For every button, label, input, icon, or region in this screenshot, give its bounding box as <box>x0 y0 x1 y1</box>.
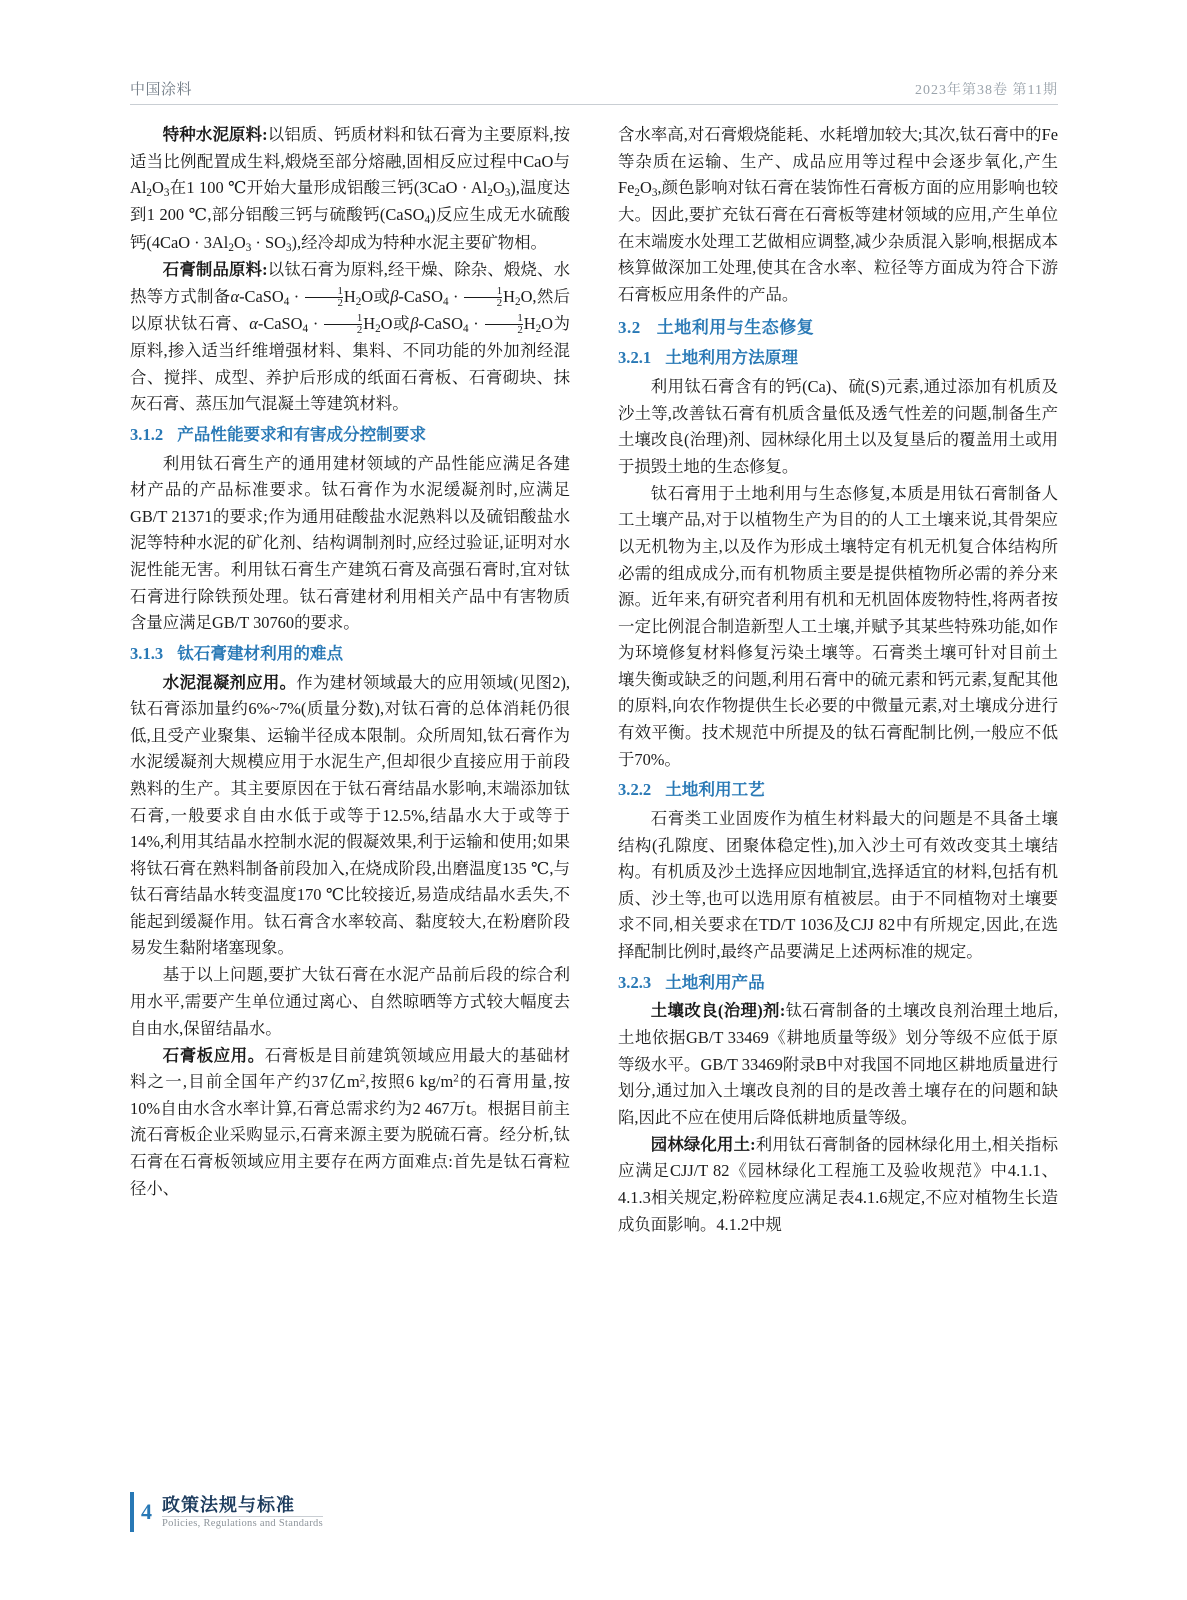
sub-5: 4 <box>424 214 431 227</box>
text-r1-a: 含水率高,对石膏煅烧能耗、水耗增加较大;其次,钛石膏中的Fe等杂质在运输、生产、成品应用等过程中会逐步氧化,产生Fe <box>618 125 1058 198</box>
term-gypsum-board: 石膏板应用。 <box>162 1045 265 1065</box>
term-landscaping-soil: 园林绿化用土: <box>650 1134 756 1154</box>
paragraph-soil-improver <box>618 998 1058 1131</box>
heading-number-3-2-1: 3.2.1 <box>618 348 652 368</box>
header-divider <box>130 104 1058 105</box>
term-gypsum-raw: 石膏制品原料: <box>162 260 268 280</box>
alpha-symbol: α <box>230 286 240 306</box>
text-r5: 钛石膏制备的土壤改良剂治理土地后,土地依据GB/T 33469《耕地质量等级》划分等级不应低于原等级水平。GB/T 33469附录B中对我国不同地区耕地质量进行划分,通过加入土壤改良剂的目的是改善土壤存在的问题和缺陷,因此不应在使用后降低耕地质量等级。 <box>618 1001 1058 1127</box>
heading-title-3-1-3: 钛石膏建材利用的难点 <box>177 643 344 663</box>
footer-section-en: Policies, Regulations and Standards <box>162 1518 323 1530</box>
journal-name: 中国涂料 <box>130 82 193 98</box>
fraction-half-1: $\frac{1}{2}$ <box>305 286 343 310</box>
heading-number-3-2-2: 3.2.2 <box>618 780 652 800</box>
issue-info: 2023年第38卷 第11期 <box>915 83 1058 98</box>
sub-2: 3 <box>163 187 170 200</box>
sub-caso4-2: 4 <box>443 295 449 308</box>
text-p1-part3: 在1 100 ℃开始大量形成铝酸三钙(3CaO · Al <box>169 178 488 198</box>
fraction-half-2: $\frac{1}{2}$ <box>464 286 502 310</box>
text-p2-d: H <box>503 286 516 306</box>
sup-m2-1: 2 <box>359 1072 366 1085</box>
heading-number-3-1-3: 3.1.3 <box>130 643 164 663</box>
sub-3: 2 <box>487 187 493 200</box>
paragraph-artificial-soil: 钛石膏用于土地利用与生态修复,本质是用钛石膏制备人工土壤产品,对于以植物生产为目的的人工土壤来说,其骨架应以无机物为主,以及作为形成土壤特定有机无机复合体结构所必需的组成成分,而有机物质主要是提供植物所必需的养分来源。近年来,有研究者利用有机和无机固体废物特性,将两者按一定比例混合制造新型人工土壤,并赋予其某些特殊功能,如作为环境修复材料修复污染土壤等。石膏类土壤可针对目前土壤失衡或缺乏的问题,利用石膏中的硫元素和钙元素,复配其他的原料,向农作物提供生长必要的中微量元素,对土壤成分进行有效平衡。技术规范中所提及的钛石膏配制比例,一般应不低于70%。 <box>618 483 1058 769</box>
sub-fe2o3-2: 3 <box>651 187 658 200</box>
alpha-symbol-2: α <box>249 313 258 333</box>
heading-3-1-2 <box>130 422 570 449</box>
paragraph-gypsum-products: 石膏制品原料:以钛石膏为原料,经干燥、除杂、煅烧、水热等方式制备α-CaSO$_4$ · $\frac{1}{2}$ $H_2O$或β-CaSO$_4$ · $\frac{1}{2}$ $H_2O$,然后以原状钛石膏、α-CaSO$_4$ · $\frac{1}{2}$ $H_2O$或β-CaSO$_4$ · $\frac{1}{2}$ $H_2O$为原料,掺入适当纤维增强材料、集料、不同功能的外加剂经混合、搅拌、成型、养护后形成的纸面石膏板、石膏砌块、抹灰石膏、蒸压加气混凝土等建筑材料。 <box>130 260 571 414</box>
text-p2-a: 以钛石膏为原料,经干燥、除杂、煅烧、水热等方式制备 <box>130 260 570 306</box>
text-p4: 作为建材领域最大的应用领域(见图2),钛石膏添加量约6%~7%(质量分数),对钛石膏的总体消耗仍很低,且受产业聚集、运输半径成本限制。众所周知,钛石膏作为水泥缓凝剂大规模应用于水泥生产,但却很少直接应用于前段熟料的生产。其主要原因在于钛石膏结晶水影响,末端添加钛石膏,一般要求自由水低于或等于12.5%,结晶水大于或等于14%,利用其结晶水控制水泥的假凝效果,利于运输和使用;如果将钛石膏在熟料制备前段加入,在烧成阶段,出磨温度135 ℃,与钛石膏结晶水转变温度170 ℃比较接近,易造成结晶水丢失,不能起到缓凝作用。钛石膏含水率较高、黏度较大,在粉磨阶段易发生黏附堵塞现象。 <box>130 672 571 958</box>
left-column <box>130 122 570 1203</box>
text-p1-part8: · SO <box>251 232 286 252</box>
paragraph-special-cement <box>130 122 570 257</box>
text-r6: 利用钛石膏制备的园林绿化用土,相关指标应满足CJJ/T 82《园林绿化工程施工及验收规范》中4.1.1、4.1.3相关规定,粉碎粒度应满足表4.1.6规定,不应对植物生长造成负面影响。4.1.2中规 <box>618 1134 1058 1234</box>
page-footer <box>130 1492 390 1532</box>
page-number: 4 <box>141 1499 152 1524</box>
heading-number-3-2: 3.2 <box>618 317 641 337</box>
text-p1-part4: O <box>492 178 505 198</box>
sub-7: 3 <box>245 241 252 254</box>
sub-fe2o3-1: 2 <box>634 187 640 200</box>
fraction-half-3: $\frac{1}{2}$ <box>324 313 362 337</box>
paragraph-land-use-process: 石膏类工业固废作为植生材料最大的问题是不具备土壤结构(孔隙度、团聚体稳定性),加入沙土可有效改变其土壤结构。有机质及沙土选择应因地制宜,选择适宜的材料,包括有机质、沙土等,也可以选用原有植被层。由于不同植物对土壤要求不同,相关要求在TD/T 1036及CJJ 82中有所规定,因此,在选择配制比例时,最终产品要满足上述两标准的规定。 <box>618 809 1058 961</box>
heading-3-1-3 <box>130 641 570 668</box>
text-p2-e: O,然后以原状钛石膏、 <box>130 286 571 333</box>
sub-1: 2 <box>146 187 152 200</box>
text-p6-b: ,按照6 kg/m <box>365 1072 454 1092</box>
heading-3-2-2 <box>618 777 1058 804</box>
text-p2-c: O或 <box>361 286 391 306</box>
paragraph-continuation <box>618 122 1058 309</box>
sup-m2-2: 2 <box>453 1072 459 1085</box>
paragraph-landscaping-soil <box>618 1132 1058 1238</box>
text-p6-c: 的石膏用量,按10%自由水含水率计算,石膏总需求约为2 467万t。根据目前主流石膏板企业采购显示,石膏来源主要为脱硫石膏。经分析,钛石膏在石膏板领域应用主要存在两方面难点:首先是钛石膏粒径小、 <box>130 1072 570 1198</box>
paragraph-cement-retarder <box>130 670 570 962</box>
sub-caso4-1: 4 <box>283 295 290 308</box>
beta-symbol-2: β <box>410 313 419 333</box>
heading-title-3-2-3: 土地利用产品 <box>665 972 765 992</box>
text-r1-end: ,颜色影响对钛石膏在装饰性石膏板方面的应用影响也较大。因此,要扩充钛石膏在石膏板等建材领域的应用,产生单位在末端废水处理工艺做相应调整,减少杂质混入影响,根据成本核算做深加工处理,使其在含水率、粒径等方面成为符合下游石膏板应用条件的产品。 <box>618 178 1058 305</box>
term-soil-improver: 土壤改良(治理)剂: <box>650 1001 786 1021</box>
text-p6-a: 石膏板是目前建筑领域应用最大的基础材料之一,目前全国年产约37亿m <box>130 1045 571 1092</box>
paragraph-gypsum-board <box>130 1043 570 1202</box>
paragraph-summary-problems: 基于以上问题,要扩大钛石膏在水泥产品前后段的综合利用水平,需要产生单位通过离心、自然晾晒等方式较大幅度去自由水,保留结晶水。 <box>130 965 570 1038</box>
paragraph-land-use-principle: 利用钛石膏含有的钙(Ca)、硫(S)元素,通过添加有机质及沙土等,改善钛石膏有机质含量低及透气性差的问题,制备生产土壤改良(治理)剂、园林绿化用土以及复垦后的覆盖用土或用于损毁土地的生态修复。 <box>618 377 1058 476</box>
text-p2-f: H <box>523 313 536 333</box>
term-cement-retarder: 水泥混凝剂应用。 <box>162 672 297 692</box>
heading-title-3-2-2: 土地利用工艺 <box>665 780 765 800</box>
heading-3-2-1 <box>618 345 1058 372</box>
text-r1-mid: O <box>639 178 652 198</box>
sub-caso4-4: 4 <box>462 323 469 336</box>
heading-title-3-2-1: 土地利用方法原理 <box>665 348 798 368</box>
text-p1-part6: )反应生成无水硫酸钙(4CaO · 3Al <box>130 205 570 252</box>
heading-number-3-1-2: 3.1.2 <box>130 424 164 444</box>
text-p2-g: O为原料,掺入适当纤维增强材料、集料、不同功能的外加剂经混合、搅拌、成型、养护后形成的纸面石膏板、石膏砌块、抹灰石膏、蒸压加气混凝土等建筑材料。 <box>130 313 571 414</box>
heading-number-3-2-3: 3.2.3 <box>618 972 652 992</box>
text-p1-part2: O <box>151 178 164 198</box>
sub-h2o-1: 2 <box>355 295 362 308</box>
right-column <box>618 122 1058 1239</box>
text-p1-part9: ),经冷却成为特种水泥主要矿物相。 <box>291 232 547 252</box>
sub-h2o-3: 2 <box>375 323 381 336</box>
footer-accent-bar <box>130 1492 134 1532</box>
sub-8: 3 <box>285 241 292 254</box>
footer-section-cn: 政策法规与标准 <box>162 1494 295 1515</box>
sub-6: 2 <box>228 241 234 254</box>
sub-caso4-3: 4 <box>302 323 309 336</box>
beta-symbol-1: β <box>390 286 399 306</box>
page-header <box>130 78 1058 99</box>
term-special-cement: 特种水泥原料: <box>162 125 268 144</box>
text-p1-part1: 以铝质、钙质材料和钛石膏为主要原料,按适当比例配置成生料,煅烧至部分熔融,固相反应过程中CaO与Al <box>130 125 570 198</box>
heading-3-2-3 <box>618 970 1058 997</box>
sub-4: 3 <box>504 187 511 200</box>
fraction-half-4: $\frac{1}{2}$ <box>485 313 523 337</box>
sub-h2o-4: 2 <box>535 323 542 336</box>
text-p1-part7: O <box>233 232 246 252</box>
text-p1-part5: ),温度达到1 200 ℃,部分铝酸三钙与硫酸钙(CaSO <box>130 178 570 225</box>
heading-title-3-2: 土地利用与生态修复 <box>656 317 815 337</box>
heading-title-3-1-2: 产品性能要求和有害成分控制要求 <box>177 424 427 444</box>
heading-3-2 <box>618 314 1058 342</box>
sub-h2o-2: 2 <box>515 295 521 308</box>
text-p2-b: H <box>343 286 356 306</box>
paragraph-performance-requirements: 利用钛石膏生产的通用建材领域的产品性能应满足各建材产品的产品标准要求。钛石膏作为水泥缓凝剂时,应满足GB/T 21371的要求;作为通用硅酸盐水泥熟料以及硫铝酸盐水泥等特种水泥的矿化剂、结构调制剂时,应经过验证,证明对水泥性能无害。利用钛石膏生产建筑石膏及高强石膏时,宜对钛石膏进行除铁预处理。钛石膏建材利用相关产品中有害物质含量应满足GB/T 30760的要求。 <box>130 453 570 633</box>
footer-section-label <box>162 1495 323 1530</box>
